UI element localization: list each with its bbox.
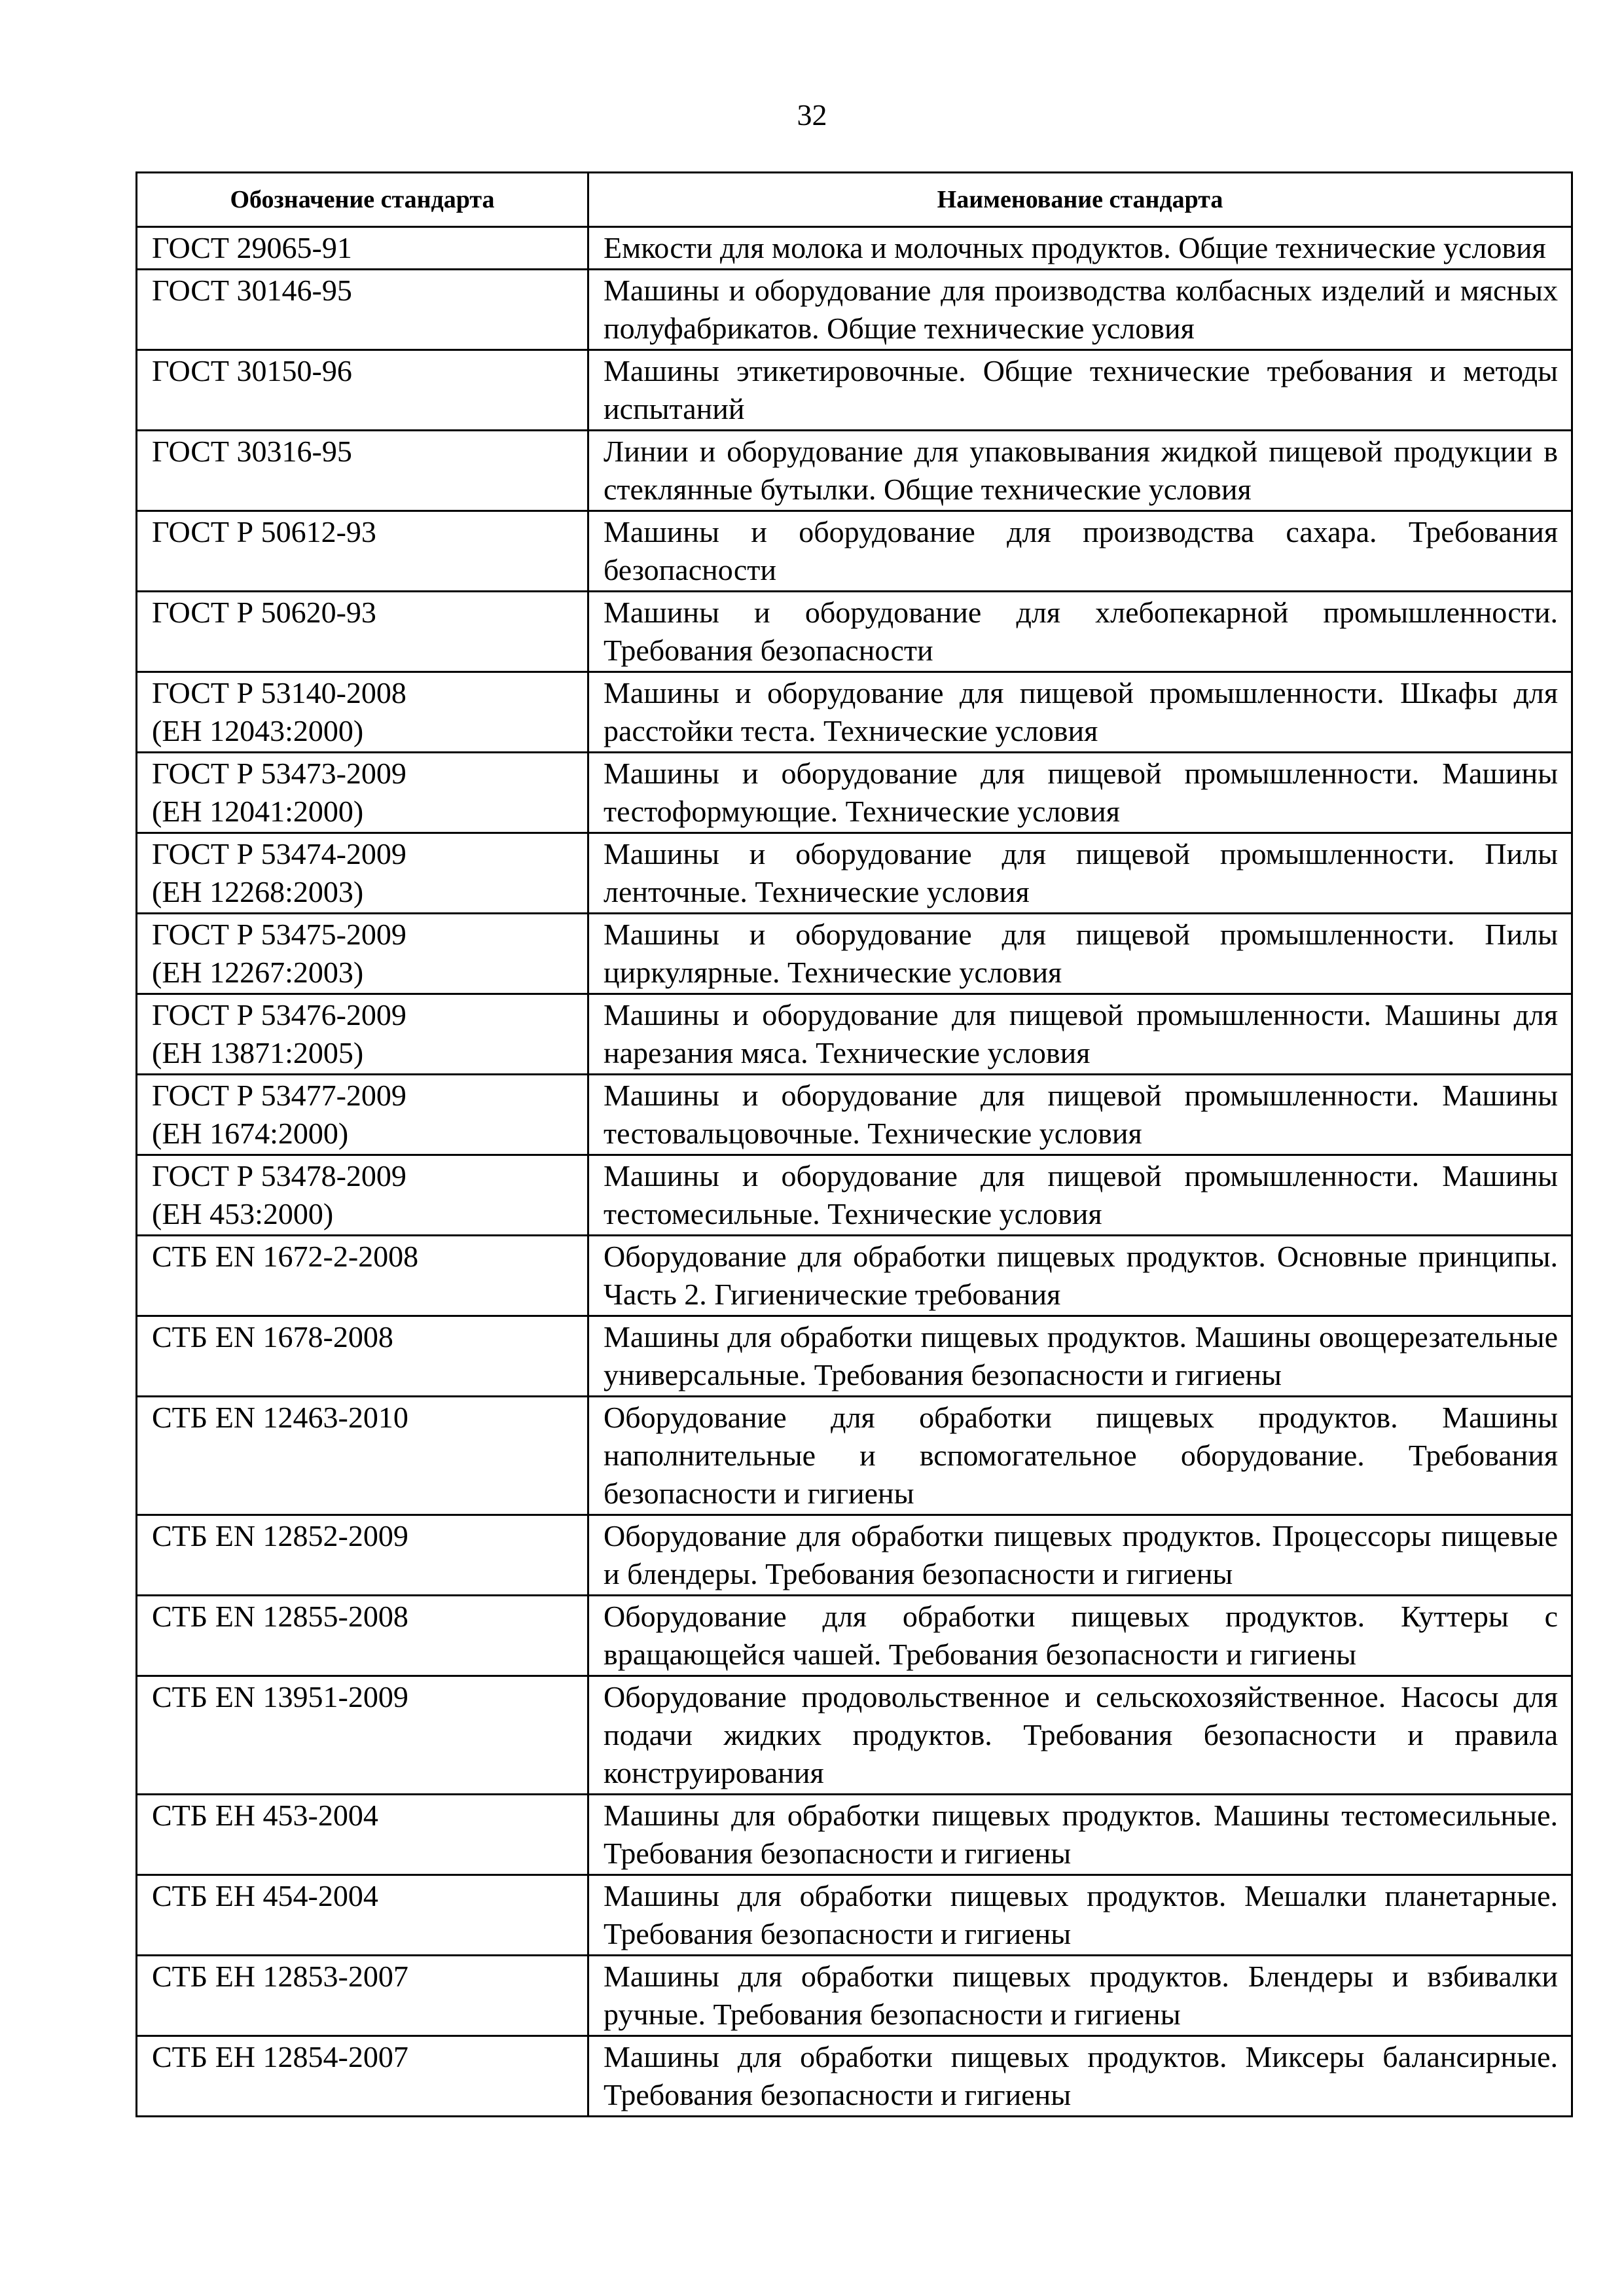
table-row (137, 511, 1572, 592)
standard-code: ГОСТ 30150-96 (137, 350, 588, 431)
standard-title: Машины и оборудование для пищевой промышленности. Пилы циркулярные. Технические условия (588, 914, 1572, 994)
standard-title: Машины этикетировочные. Общие технические требования и методы испытаний (588, 350, 1572, 431)
standard-code: ГОСТ Р 53473-2009 (ЕН 12041:2000) (137, 753, 588, 833)
standard-code: СТБ EN 1672-2-2008 (137, 1236, 588, 1316)
standard-code: СТБ ЕН 453-2004 (137, 1795, 588, 1875)
standard-title: Оборудование продовольственное и сельскохозяйственное. Насосы для подачи жидких продуктов. Требования безопасности и правила конструирования (588, 1676, 1572, 1795)
standard-code: СТБ EN 12852-2009 (137, 1515, 588, 1596)
table-row (137, 1155, 1572, 1236)
table-row (137, 1795, 1572, 1875)
table-row (137, 1875, 1572, 1956)
table-row (137, 431, 1572, 511)
standard-title: Машины и оборудование для пищевой промышленности. Машины для нарезания мяса. Технические условия (588, 994, 1572, 1075)
table-row (137, 227, 1572, 270)
standard-title: Машины для обработки пищевых продуктов. Миксеры балансирные. Требования безопасности и гигиены (588, 2036, 1572, 2117)
table-row (137, 1236, 1572, 1316)
table-row (137, 270, 1572, 350)
table-row (137, 1676, 1572, 1795)
standard-code: СТБ ЕН 12853-2007 (137, 1956, 588, 2036)
standard-title: Машины для обработки пищевых продуктов. Блендеры и взбивалки ручные. Требования безопасности и гигиены (588, 1956, 1572, 2036)
standard-title: Линии и оборудование для упаковывания жидкой пищевой продукции в стеклянные бутылки. Общие технические условия (588, 431, 1572, 511)
column-header-designation: Обозначение стандарта (137, 173, 588, 227)
standard-code: СТБ EN 13951-2009 (137, 1676, 588, 1795)
page-number: 32 (797, 98, 827, 132)
table-row (137, 1515, 1572, 1596)
standard-code: ГОСТ 29065-91 (137, 227, 588, 270)
standard-code: ГОСТ Р 53475-2009 (ЕН 12267:2003) (137, 914, 588, 994)
standard-code: СТБ EN 12855-2008 (137, 1596, 588, 1676)
standard-code: ГОСТ 30316-95 (137, 431, 588, 511)
table-row (137, 833, 1572, 914)
standard-code: СТБ EN 12463-2010 (137, 1397, 588, 1515)
standard-code: ГОСТ Р 53140-2008 (ЕН 12043:2000) (137, 672, 588, 753)
standard-title: Оборудование для обработки пищевых продуктов. Процессоры пищевые и блендеры. Требования безопасности и гигиены (588, 1515, 1572, 1596)
standard-title: Оборудование для обработки пищевых продуктов. Куттеры с вращающейся чашей. Требования безопасности и гигиены (588, 1596, 1572, 1676)
standard-title: Машины и оборудование для пищевой промышленности. Машины тестомесильные. Технические условия (588, 1155, 1572, 1236)
table-row (137, 1956, 1572, 2036)
table-row (137, 1316, 1572, 1397)
standard-title: Машины и оборудование для хлебопекарной промышленности. Требования безопасности (588, 592, 1572, 672)
standard-title: Машины и оборудование для производства сахара. Требования безопасности (588, 511, 1572, 592)
table-header-row (137, 173, 1572, 227)
standard-code: СТБ ЕН 12854-2007 (137, 2036, 588, 2117)
table-row (137, 753, 1572, 833)
standard-title: Машины для обработки пищевых продуктов. Машины овощерезательные универсальные. Требования безопасности и гигиены (588, 1316, 1572, 1397)
standard-title: Емкости для молока и молочных продуктов. Общие технические условия (588, 227, 1572, 270)
standard-code: ГОСТ Р 50612-93 (137, 511, 588, 592)
table-row (137, 994, 1572, 1075)
table-body (137, 227, 1572, 2117)
table-row (137, 914, 1572, 994)
table-row (137, 1075, 1572, 1155)
table-row (137, 672, 1572, 753)
column-header-title: Наименование стандарта (588, 173, 1572, 227)
standard-title: Машины для обработки пищевых продуктов. Машины тестомесильные. Требования безопасности и гигиены (588, 1795, 1572, 1875)
standard-code: ГОСТ Р 53477-2009 (ЕН 1674:2000) (137, 1075, 588, 1155)
table-row (137, 350, 1572, 431)
standard-code: ГОСТ 30146-95 (137, 270, 588, 350)
standard-title: Оборудование для обработки пищевых продуктов. Машины наполнительные и вспомогательное оборудование. Требования безопасности и гигиены (588, 1397, 1572, 1515)
standard-title: Машины и оборудование для производства колбасных изделий и мясных полуфабрикатов. Общие технические условия (588, 270, 1572, 350)
standard-code: ГОСТ Р 53478-2009 (ЕН 453:2000) (137, 1155, 588, 1236)
standard-code: СТБ ЕН 454-2004 (137, 1875, 588, 1956)
table-row (137, 1596, 1572, 1676)
table-row (137, 2036, 1572, 2117)
standard-title: Машины и оборудование для пищевой промышленности. Пилы ленточные. Технические условия (588, 833, 1572, 914)
standard-title: Машины для обработки пищевых продуктов. Мешалки планетарные. Требования безопасности и гигиены (588, 1875, 1572, 1956)
standard-title: Машины и оборудование для пищевой промышленности. Машины тестоформующие. Технические условия (588, 753, 1572, 833)
table-row (137, 1397, 1572, 1515)
standard-code: СТБ EN 1678-2008 (137, 1316, 588, 1397)
standard-code: ГОСТ Р 53474-2009 (ЕН 12268:2003) (137, 833, 588, 914)
standard-title: Оборудование для обработки пищевых продуктов. Основные принципы. Часть 2. Гигиенические требования (588, 1236, 1572, 1316)
standard-title: Машины и оборудование для пищевой промышленности. Шкафы для расстойки теста. Технические условия (588, 672, 1572, 753)
standard-code: ГОСТ Р 53476-2009 (ЕН 13871:2005) (137, 994, 588, 1075)
standard-title: Машины и оборудование для пищевой промышленности. Машины тестовальцовочные. Технические условия (588, 1075, 1572, 1155)
table-row (137, 592, 1572, 672)
standards-table (135, 171, 1573, 2117)
standard-code: ГОСТ Р 50620-93 (137, 592, 588, 672)
